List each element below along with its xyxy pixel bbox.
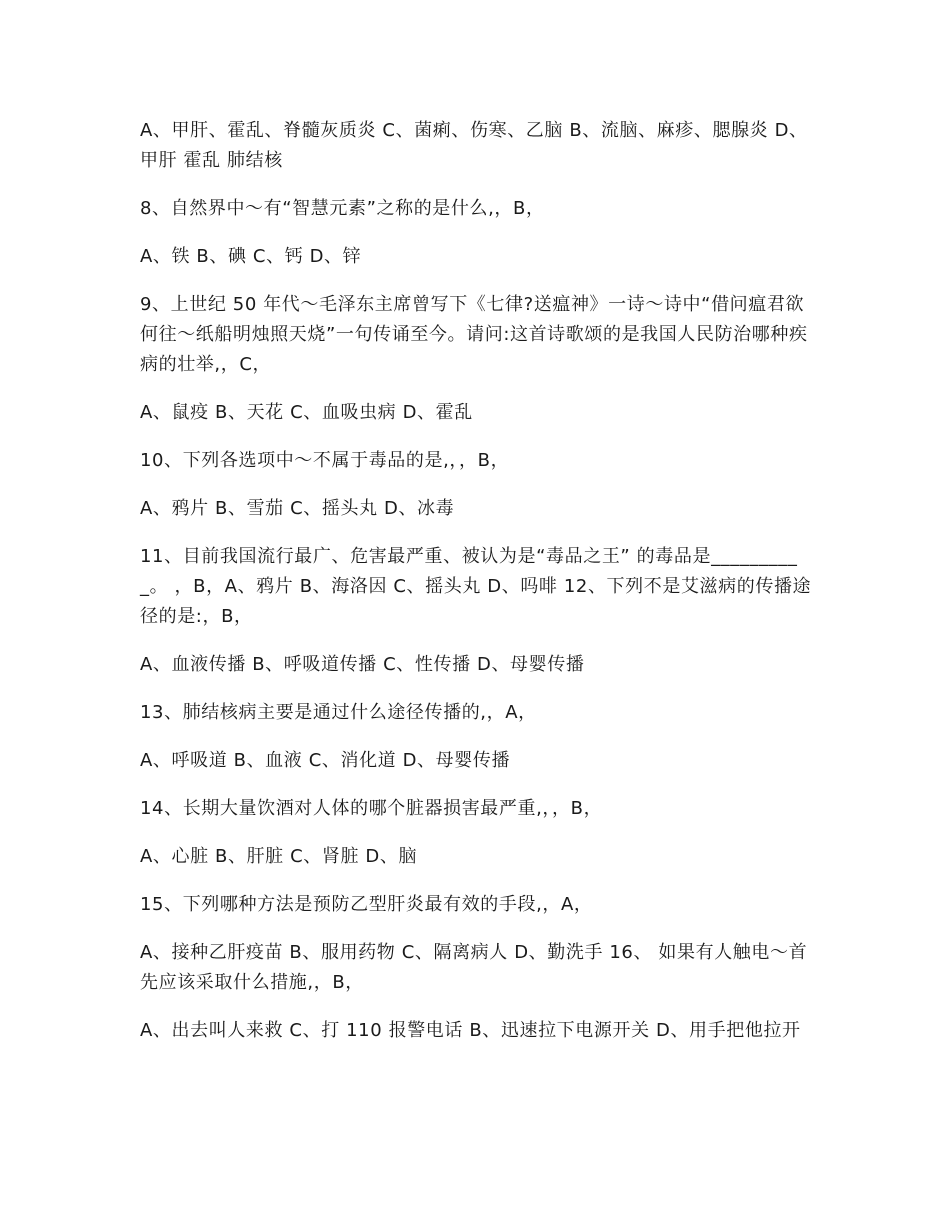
answer-options-9: A、鼠疫 B、天花 C、血吸虫病 D、霍乱 [140, 402, 473, 423]
answer-options-8: A、铁 B、碘 C、钙 D、锌 [140, 246, 362, 267]
question-15: 15、下列哪种方法是预防乙型肝炎最有效的手段,，A， [140, 894, 593, 915]
answer-options-14: A、心脏 B、肝脏 C、肾脏 D、脑 [140, 846, 418, 867]
answer-options-12: A、血液传播 B、呼吸道传播 C、性传播 D、母婴传播 [140, 654, 585, 675]
question-10: 10、下列各选项中～不属于毒品的是,，，B， [140, 450, 510, 471]
answer-options-13: A、呼吸道 B、血液 C、消化道 D、母婴传播 [140, 750, 511, 771]
answer-options-15-question-16: A、接种乙肝疫苗 B、服用药物 C、隔离病人 D、勤洗手 16、 如果有人触电～首先应该采取什么措施,，B， [140, 942, 808, 993]
document-body [140, 116, 815, 1064]
question-8: 8、自然界中～有“智慧元素”之称的是什么,，B， [140, 198, 545, 219]
answer-options-7: A、甲肝、霍乱、脊髓灰质炎 C、菌痢、伤寒、乙脑 B、流脑、麻疹、腮腺炎 D、甲肝 霍乱 肺结核 [140, 120, 808, 171]
question-9: 9、上世纪 50 年代～毛泽东主席曾写下《七律?送瘟神》一诗～诗中“借问瘟君欲何往～纸船明烛照天烧”一句传诵至今。请问:这首诗歌颂的是我国人民防治哪种疾病的壮举,，C， [140, 294, 808, 375]
question-13: 13、肺结核病主要是通过什么途径传播的,，A， [140, 702, 537, 723]
question-14: 14、长期大量饮酒对人体的哪个脏器损害最严重,，，B， [140, 798, 603, 819]
answer-options-16: A、出去叫人来救 C、打 110 报警电话 B、迅速拉下电源开关 D、用手把他拉开 [140, 1020, 801, 1041]
answer-options-10: A、鸦片 B、雪茄 C、摇头丸 D、冰毒 [140, 498, 455, 519]
question-11-12: 11、目前我国流行最广、危害最严重、被认为是“毒品之王” 的毒品是__________。 ，B，A、鸦片 B、海洛因 C、摇头丸 D、吗啡 12、下列不是艾滋病的传播途径的是:，B， [140, 546, 812, 627]
